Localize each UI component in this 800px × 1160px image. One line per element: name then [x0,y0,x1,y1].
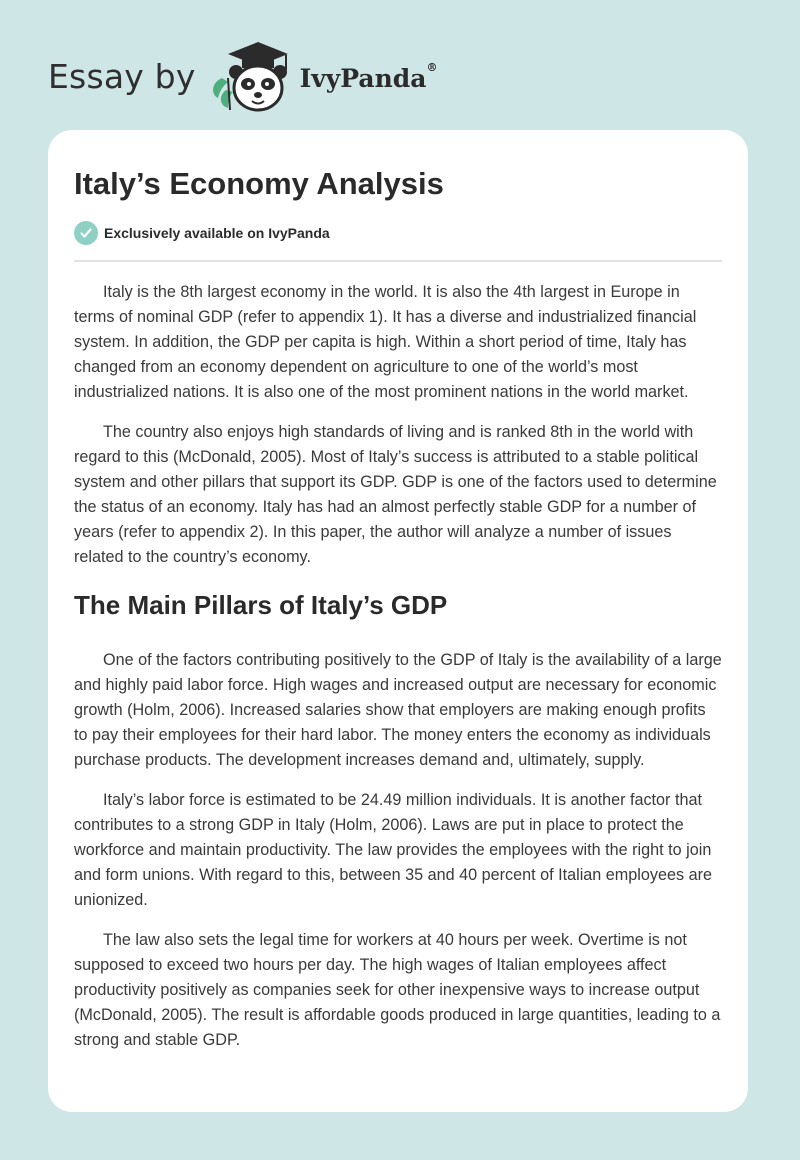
essay-by-label: Essay by [48,56,196,96]
paragraph: Italy is the 8th largest economy in the world. It is also the 4th largest in Europe in terms of nominal GDP (refer to appendix 1). It has a diverse and industrialized financial system. In addition, the GDP per capita is high. Within a short period of time, Italy has changed from an economy dependent on agriculture to one of the world’s most industrialized nations. It is also one of the most prominent nations in the world market. [74,283,697,401]
divider [74,260,722,262]
panda-logo-icon[interactable] [208,38,294,114]
paragraph: One of the factors contributing positively to the GDP of Italy is the availability of a large and highly paid labor force. High wages and increased output are necessary for economic growth (Holm, 2006). Increased salaries show that employers are making enough profits to pay their employees for their hard labor. The money enters the economy as individuals purchase products. The development increases demand and, ultimately, supply. [74,651,722,769]
paragraph: The country also enjoys high standards of living and is ranked 8th in the world with regard to this (McDonald, 2005). Most of Italy’s success is attributed to a stable political system and other pillars that support its GDP. GDP is one of the factors used to determine the status of an economy. Italy has had an almost perfectly stable GDP for a number of years (refer to appendix 2). In this paper, the author will analyze a number of issues related to the country’s economy. [74,423,717,566]
exclusive-badge [74,220,722,246]
exclusive-badge-label: Exclusively available on IvyPanda [104,225,330,241]
check-icon [74,221,98,245]
section-heading: The Main Pillars of Italy’s GDP [74,590,448,620]
leaf-icon [213,78,233,110]
site-header [48,36,438,116]
article-title: Italy’s Economy Analysis [74,166,444,201]
paragraph: Italy’s labor force is estimated to be 24.49 million individuals. It is another factor that contributes to a strong GDP in Italy (Holm, 2006). Laws are put in place to protect the workforce and maintain productivity. The law provides the employees with the right to join and form unions. With regard to this, between 35 and 40 percent of Italian employees are unionized. [74,791,712,909]
paragraph: The law also sets the legal time for workers at 40 hours per week. Overtime is not supposed to exceed two hours per day. The high wages of Italian employees affect productivity positively as companies seek for other inexpensive ways to increase output (McDonald, 2005). The result is affordable goods produced in large quantities, leading to a strong and stable GDP. [74,931,721,1049]
article-card [48,130,748,1112]
brand-name[interactable]: IvyPanda® [299,61,438,93]
registered-mark: ® [426,61,438,75]
